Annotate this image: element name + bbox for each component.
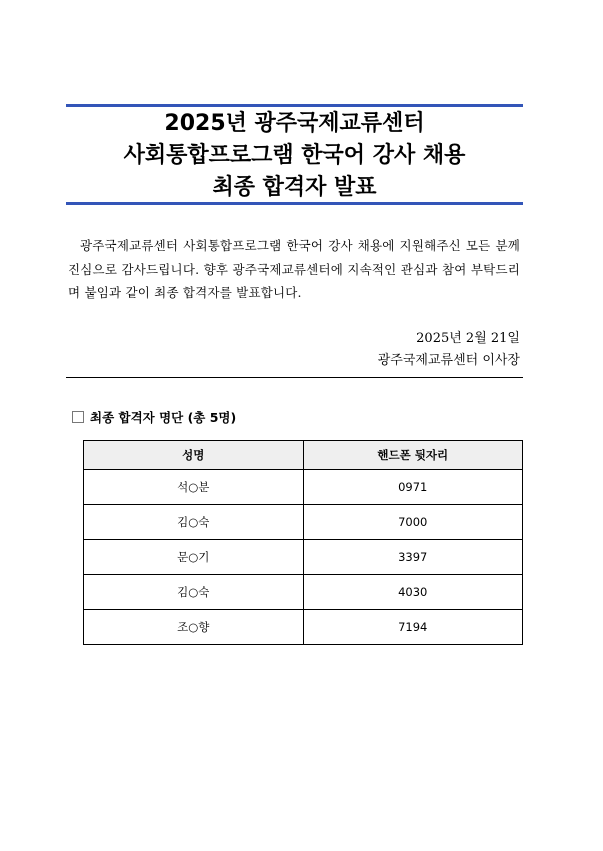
- table-header-row: [84, 441, 523, 470]
- cell-name: 김○숙: [84, 505, 304, 540]
- announcement-date: 2025년 2월 21일: [416, 331, 520, 346]
- cell-name: 조○향: [84, 610, 304, 645]
- header-name: 성명: [84, 441, 304, 470]
- cell-phone: 4030: [303, 575, 523, 610]
- title-top-rule: [66, 104, 523, 107]
- cell-phone: 7194: [303, 610, 523, 645]
- table-row: [84, 540, 523, 575]
- title-line-2: 사회통합프로그램 한국어 강사 채용: [123, 143, 466, 168]
- table-row: [84, 575, 523, 610]
- table-row: [84, 610, 523, 645]
- section-title: 최종 합격자 명단 (총 5명): [90, 410, 237, 425]
- divider: [66, 377, 523, 378]
- title-line-1: 2025년 광주국제교류센터: [164, 111, 425, 136]
- signer: 광주국제교류센터 이사장: [377, 353, 520, 368]
- header-phone: 핸드폰 뒷자리: [303, 441, 523, 470]
- cell-name: 문○기: [84, 540, 304, 575]
- section-heading: [72, 408, 236, 426]
- cell-name: 김○숙: [84, 575, 304, 610]
- cell-phone: 0971: [303, 470, 523, 505]
- cell-phone: 7000: [303, 505, 523, 540]
- cell-phone: 3397: [303, 540, 523, 575]
- square-bullet-icon: [72, 411, 84, 423]
- table-row: [84, 470, 523, 505]
- table-row: [84, 505, 523, 540]
- announcement-body: 광주국제교류센터 사회통합프로그램 한국어 강사 채용에 지원해주신 모든 분께 진심으로 감사드립니다. 향후 광주국제교류센터에 지속적인 관심과 참여 부탁드리며 붙임과 같이 최종 합격자를 발표합니다.: [68, 238, 520, 300]
- cell-name: 석○분: [84, 470, 304, 505]
- title-line-3: 최종 합격자 발표: [212, 175, 377, 200]
- page-title: [66, 108, 523, 204]
- results-table: [83, 440, 523, 645]
- title-bottom-rule: [66, 202, 523, 205]
